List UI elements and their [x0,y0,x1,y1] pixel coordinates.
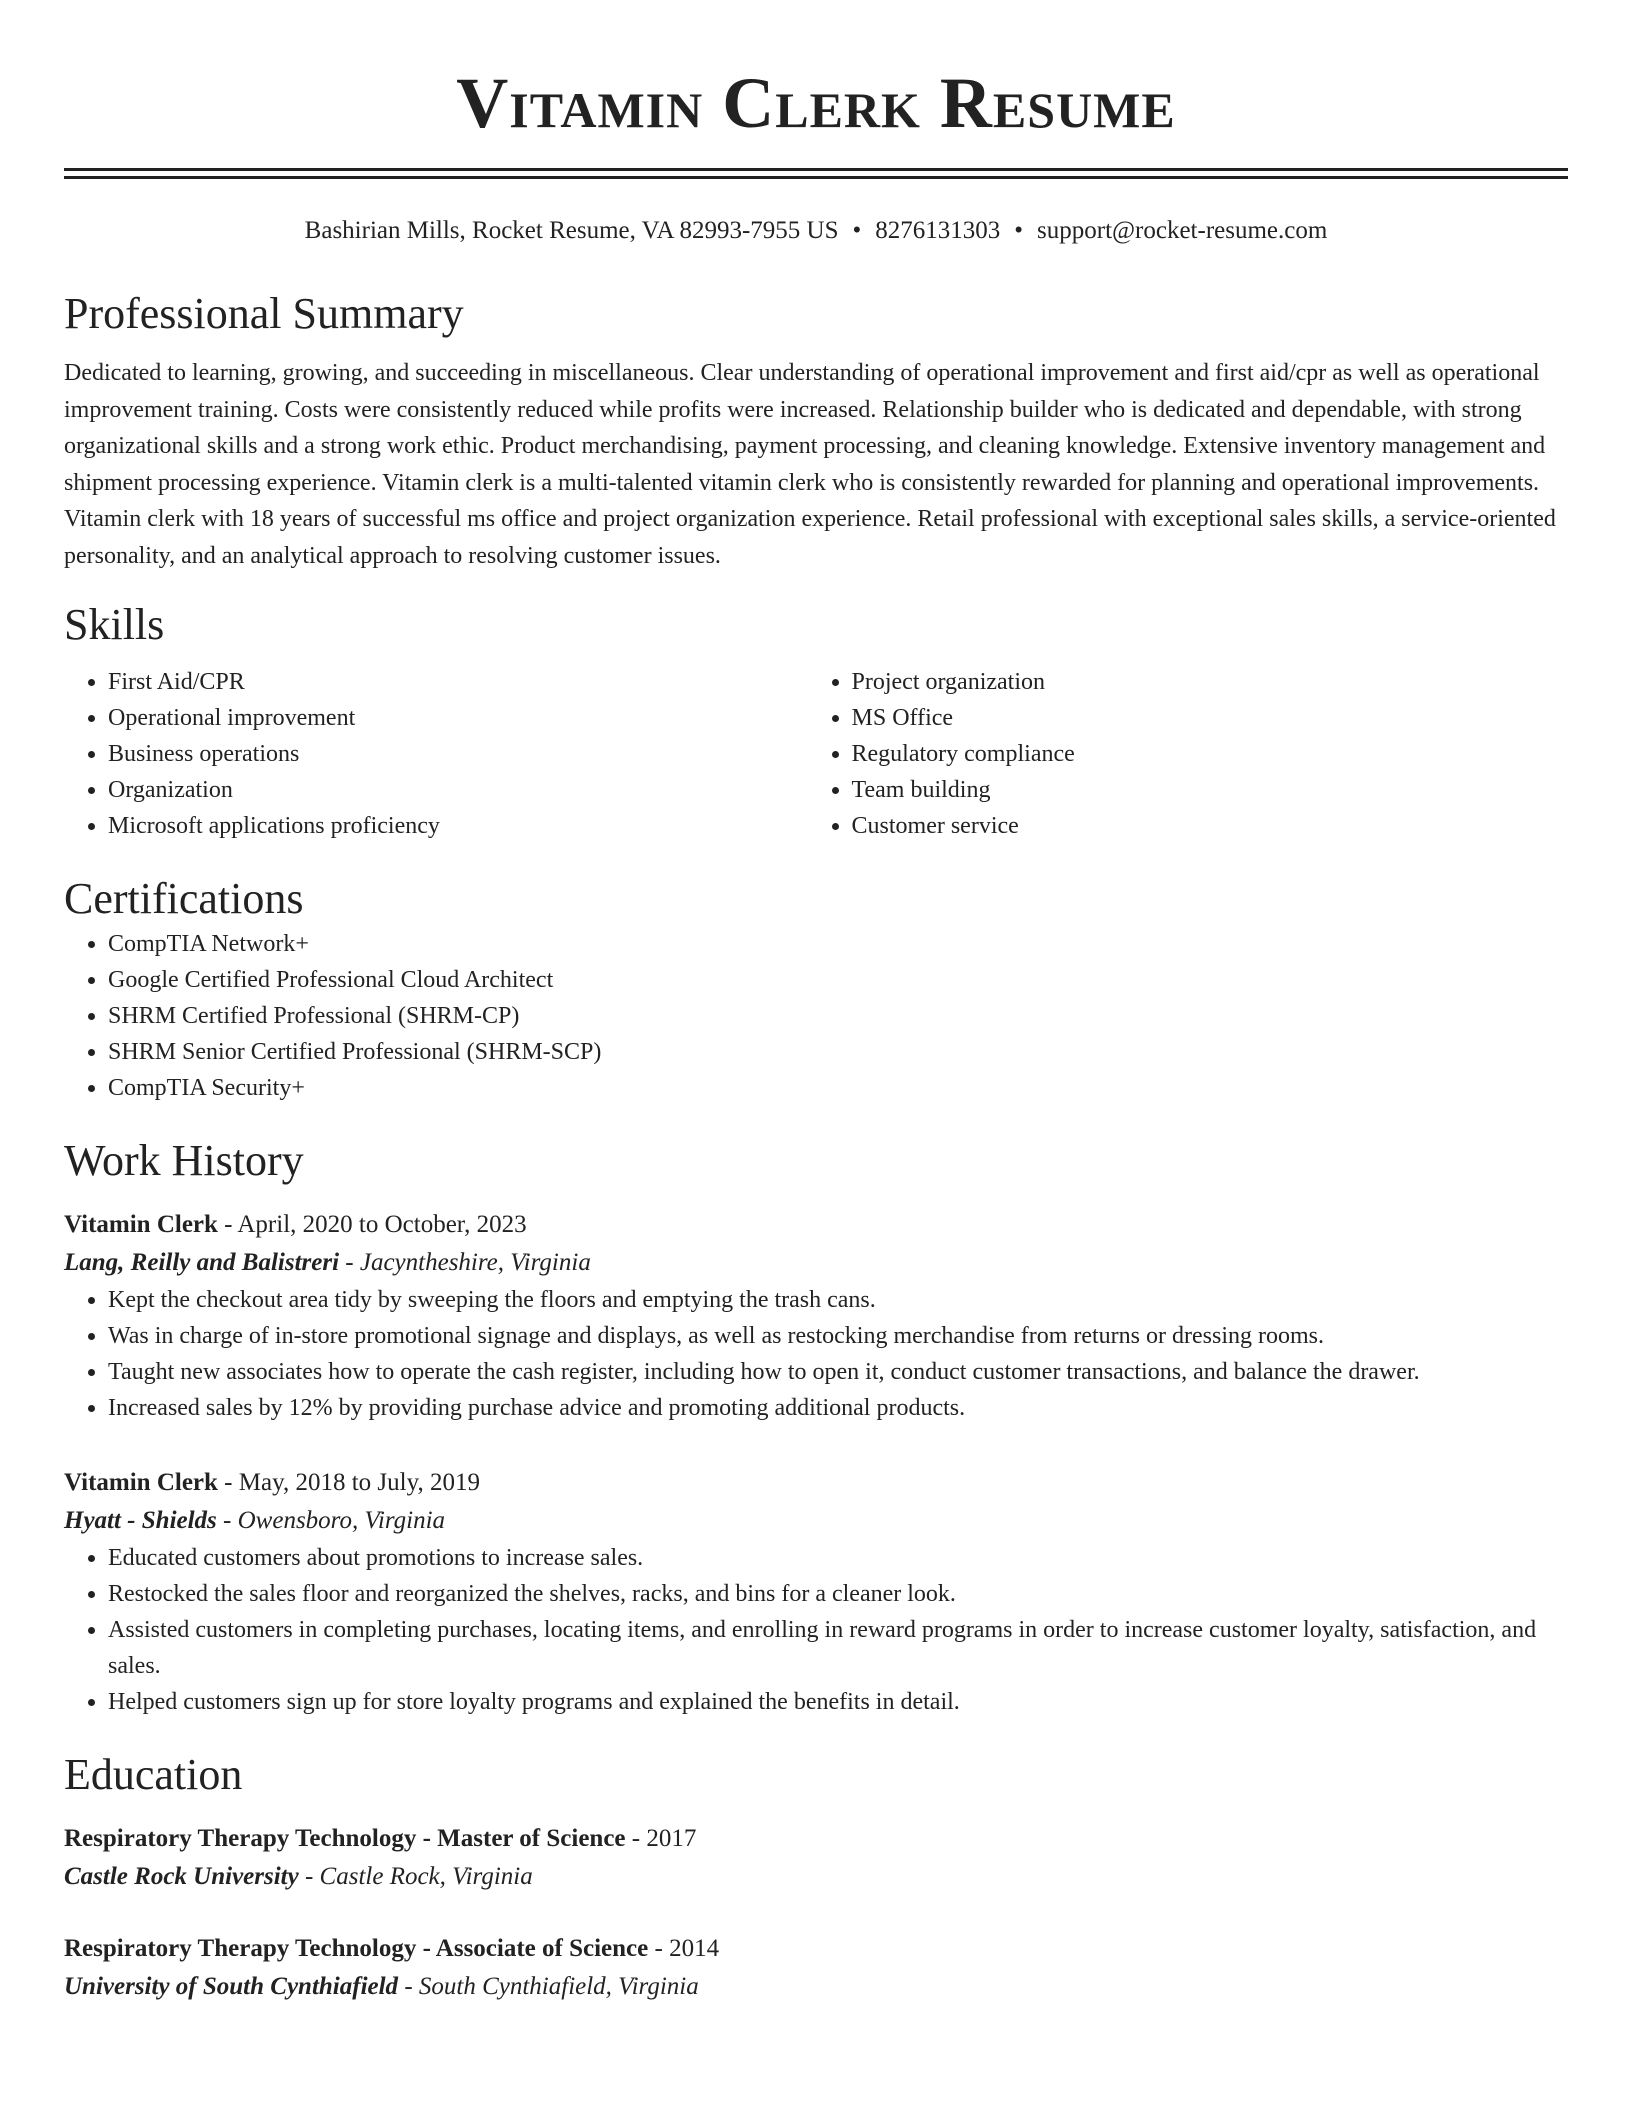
education-school-line [64,1968,1568,2006]
job-role: Vitamin Clerk [64,1211,218,1238]
contact-email: support@rocket-resume.com [1037,217,1328,244]
job-location: Owensboro, Virginia [237,1507,446,1534]
joiner: - [625,1825,647,1852]
certification-item: • SHRM Senior Certified Professional (SHRM-SCP) [108,1034,1568,1070]
joiner: - [216,1507,238,1534]
job-duty: • Helped customers sign up for store loyalty programs and explained the benefits in detail. [108,1684,1568,1720]
job-title-line [64,1464,1568,1502]
joiner: - [648,1935,670,1962]
section-heading-summary: Professional Summary [64,289,464,338]
title-divider-bottom [64,176,1568,179]
job-entry [64,1464,1568,1720]
joiner: - [339,1249,360,1276]
job-title-line [64,1206,1568,1244]
certifications-list [64,926,1568,1106]
job-duty: • Taught new associates how to operate the cash register, including how to open it, conduct customer transactions, and balance the drawer. [108,1354,1568,1390]
education-year: 2014 [669,1935,720,1962]
section-heading-education: Education [64,1750,243,1799]
job-employer-line [64,1244,1568,1282]
section-heading-skills: Skills [64,600,165,649]
education-school: University of South Cynthiafield [64,1973,399,2000]
contact-phone: 8276131303 [875,217,1001,244]
skill-item: • Organization [108,772,808,808]
job-company: Lang, Reilly and Balistreri [64,1249,340,1276]
skill-item: • MS Office [852,700,1568,736]
skill-item: • Team building [852,772,1568,808]
certification-item: • CompTIA Security+ [108,1070,1568,1106]
education-location: South Cynthiafield, Virginia [418,1973,699,2000]
education-school-line [64,1858,1568,1896]
joiner: - [398,1973,419,2000]
job-duty: • Assisted customers in completing purchases, locating items, and enrolling in reward programs in order to increase customer loyalty, satisfaction, and sales. [108,1612,1568,1684]
job-duty: • Was in charge of in-store promotional signage and displays, as well as restocking merchandise from returns or dressing rooms. [108,1318,1568,1354]
summary-section [64,287,1568,574]
skill-item: • First Aid/CPR [108,664,808,700]
job-duty: • Restocked the sales floor and reorganized the shelves, racks, and bins for a cleaner look. [108,1576,1568,1612]
skill-item: • Regulatory compliance [852,736,1568,772]
contact-separator: • [1014,217,1024,244]
section-heading-work-history: Work History [64,1136,304,1185]
contact-separator: • [852,217,862,244]
job-duties-list [64,1540,1568,1720]
skills-list-left [64,664,808,844]
education-entry [64,1930,1568,2006]
skill-item: • Microsoft applications proficiency [108,808,808,844]
skills-grid [64,664,1568,844]
certifications-section [64,872,1568,1106]
education-degree: Respiratory Therapy Technology - Associate of Science [64,1935,649,1962]
work-history-section [64,1134,1568,1720]
summary-text: Dedicated to learning, growing, and succeeding in miscellaneous. Clear understanding of operational improvement and first aid/cpr as well as operational improvement training. Costs were consistently reduced while profits were increased. Relationship builder who is dedicated and dependable, with strong organizational skills and a strong work ethic. Product merchandising, payment processing, and cleaning knowledge. Extensive inventory management and shipment processing experience. Vitamin clerk is a multi-talented vitamin clerk who is consistently rewarded for planning and operational improvements. Vitamin clerk with 18 years of successful ms office and project organization experience. Retail professional with exceptional sales skills, a service-oriented personality, and an analytical approach to resolving customer issues. [64,360,1556,569]
job-employer-line [64,1502,1568,1540]
joiner: - [298,1863,320,1890]
education-location: Castle Rock, Virginia [319,1863,533,1890]
education-school: Castle Rock University [64,1863,299,1890]
job-location: Jacyntheshire, Virginia [359,1249,591,1276]
job-duty: • Educated customers about promotions to increase sales. [108,1540,1568,1576]
skill-item: • Project organization [852,664,1568,700]
certification-item: • SHRM Certified Professional (SHRM-CP) [108,998,1568,1034]
contact-line [64,215,1568,247]
skill-item: • Operational improvement [108,700,808,736]
job-duty: • Kept the checkout area tidy by sweeping the floors and emptying the trash cans. [108,1282,1568,1318]
job-entry [64,1206,1568,1426]
education-entry [64,1820,1568,1896]
education-degree-line [64,1820,1568,1858]
resume-title: Vitamin Clerk Resume [456,63,1176,143]
joiner: - [217,1211,238,1238]
certification-item: • Google Certified Professional Cloud Architect [108,962,1568,998]
skill-item: • Business operations [108,736,808,772]
skills-section [64,598,1568,844]
job-dates: May, 2018 to July, 2019 [238,1469,480,1496]
education-section [64,1748,1568,2006]
section-heading-certifications: Certifications [64,874,304,923]
certification-item: • CompTIA Network+ [108,926,1568,962]
education-degree-line [64,1930,1568,1968]
skills-list-right [808,664,1568,844]
job-dates: April, 2020 to October, 2023 [237,1211,527,1238]
job-company: Hyatt - Shields [64,1507,217,1534]
joiner: - [217,1469,239,1496]
job-role: Vitamin Clerk [64,1469,218,1496]
contact-address: Bashirian Mills, Rocket Resume, VA 82993-7955 US [304,217,839,244]
job-duties-list [64,1282,1568,1426]
skill-item: • Customer service [852,808,1568,844]
education-year: 2017 [646,1825,697,1852]
job-duty: • Increased sales by 12% by providing purchase advice and promoting additional products. [108,1390,1568,1426]
education-degree: Respiratory Therapy Technology - Master of Science [64,1825,626,1852]
